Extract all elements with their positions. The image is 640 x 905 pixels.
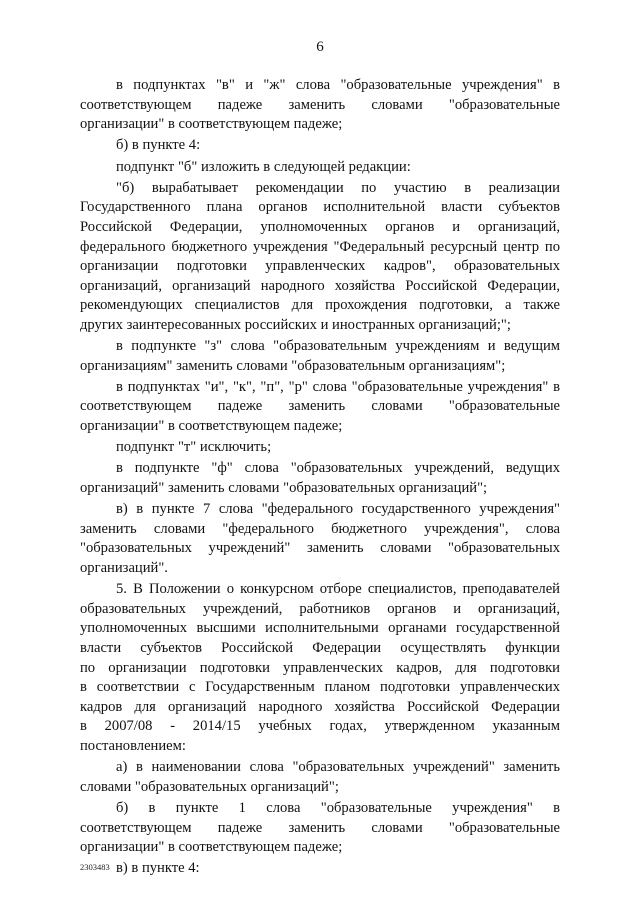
text-line: в подпунктах "в" и "ж" слова "образовательные учреждения" в xyxy=(116,77,560,93)
paragraph xyxy=(80,158,560,178)
text-line: в подпункте "з" слова "образовательным учреждениям и ведущим xyxy=(116,338,560,355)
text-line: соответствующем падеже заменить словами "образовательные xyxy=(80,96,560,113)
paragraph xyxy=(80,76,560,135)
text-line: федерального бюджетного учреждения "Федеральный ресурсный центр по xyxy=(80,238,560,255)
text-line: организаций". xyxy=(80,560,168,576)
paragraph xyxy=(80,438,560,458)
text-line: в 2007/08 - 2014/15 учебных годах, утвержденном указанным постановлением: xyxy=(80,718,560,754)
text-line: 5. В Положении о конкурсном отборе специалистов, преподавателей xyxy=(116,581,560,598)
document-code: 2303483 xyxy=(80,862,110,872)
text-line: кадров для организаций народного хозяйства Российской Федерации xyxy=(80,698,560,715)
paragraph xyxy=(80,337,560,376)
text-line: заменить словами "федерального бюджетного учреждения", слова xyxy=(80,520,560,537)
paragraph xyxy=(80,136,560,156)
text-line: в) в пункте 4: xyxy=(116,860,200,877)
text-line: власти субъектов Российской Федерации осуществлять функции xyxy=(80,639,560,656)
text-line: организации" в соответствующем падеже; xyxy=(80,116,343,133)
text-line: образовательных учреждений, работников органов и организаций, xyxy=(80,600,560,617)
text-line: Государственного плана органов исполнительной власти субъектов xyxy=(80,199,560,216)
text-line: других заинтересованных российских и иностранных организаций;"; xyxy=(80,316,511,333)
text-line: в подпункте "ф" слова "образовательных учреждений, ведущих xyxy=(116,460,560,477)
paragraph xyxy=(80,500,560,578)
paragraph xyxy=(80,179,560,336)
text-line: организаций, организаций народного хозяйства Российской Федерации, xyxy=(80,277,560,294)
text-line: соответствующем падеже заменить словами "образовательные xyxy=(80,819,560,836)
text-line: соответствующем падеже заменить словами "образовательные xyxy=(80,398,560,415)
text-line: организации" в соответствующем падеже; xyxy=(80,839,343,856)
text-line: "б) вырабатывает рекомендации по участию в реализации xyxy=(116,179,560,196)
paragraph xyxy=(80,758,560,797)
text-line: Российской Федерации, уполномоченных органов и организаций, xyxy=(80,218,560,235)
text-line: по организации подготовки управленческих кадров, для подготовки xyxy=(80,659,560,676)
paragraph xyxy=(80,459,560,498)
text-line: подпункт "т" исключить; xyxy=(116,439,272,456)
text-line: рекомендующих специалистов для прохождения подготовки, а также xyxy=(80,297,560,314)
paragraph xyxy=(80,799,560,858)
text-line: в соответствии с Государственным планом подготовки управленческих xyxy=(80,679,560,696)
text-line: уполномоченных высшими исполнительными органами государственной xyxy=(80,620,560,637)
text-line: организации" в соответствующем падеже; xyxy=(80,418,343,435)
text-line: в подпунктах "и", "к", "п", "р" слова "образовательные учреждения" в xyxy=(116,378,560,395)
text-line: словами "образовательных организаций"; xyxy=(80,778,339,795)
text-line: в) в пункте 7 слова "федерального государственного учреждения" xyxy=(116,501,560,518)
text-line: организациям" заменить словами "образовательным организациям"; xyxy=(80,357,506,374)
document-body xyxy=(80,76,560,880)
page-number: 6 xyxy=(316,39,324,55)
paragraph xyxy=(80,580,560,756)
text-line: а) в наименовании слова "образовательных учреждений" заменить xyxy=(116,759,560,776)
text-line: б) в пункте 4: xyxy=(116,137,201,154)
text-line: б) в пункте 1 слова "образовательные учреждения" в xyxy=(116,799,560,816)
text-line: "образовательных учреждений" заменить словами "образовательных xyxy=(80,540,560,557)
text-line: организации подготовки управленческих кадров", образовательных xyxy=(80,258,560,275)
text-line: организаций" заменить словами "образовательных организаций"; xyxy=(80,480,488,497)
paragraph xyxy=(80,859,560,879)
paragraph xyxy=(80,378,560,437)
text-line: подпункт "б" изложить в следующей редакции: xyxy=(116,158,411,175)
